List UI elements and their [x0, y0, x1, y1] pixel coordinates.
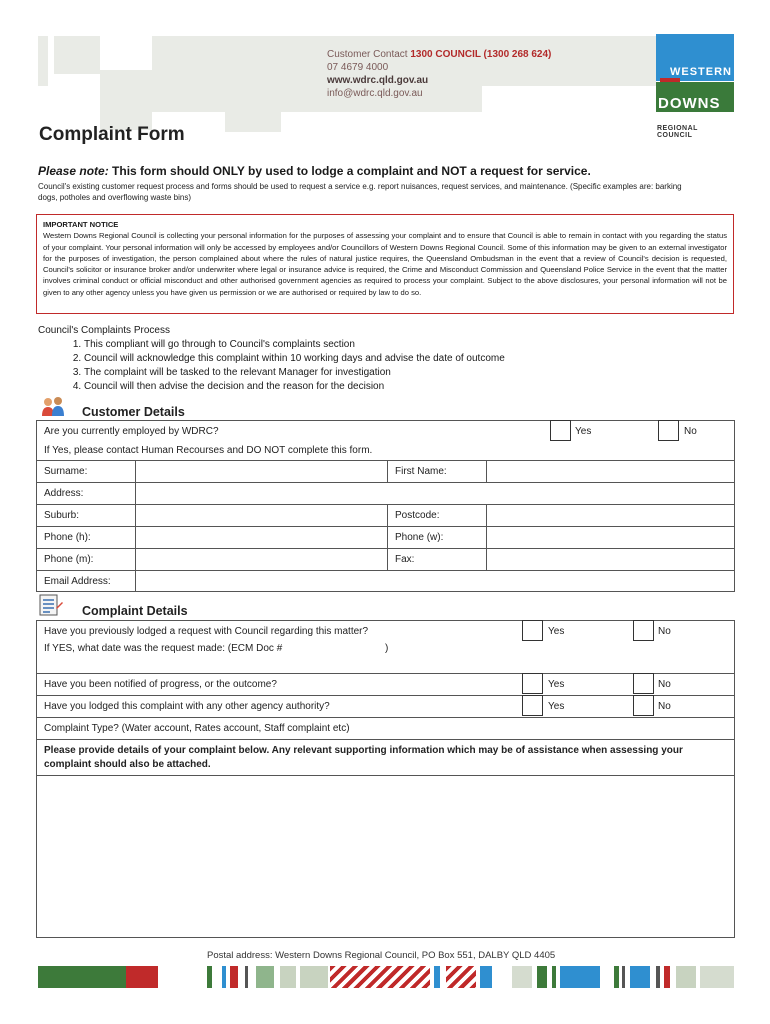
service-note	[38, 164, 591, 178]
complaint-details-title: Complaint Details	[82, 604, 188, 618]
footer-stripe	[656, 966, 660, 988]
notified-yes-checkbox[interactable]	[522, 673, 543, 694]
logo-regional-council: REGIONAL COUNCIL	[657, 125, 698, 139]
page-title: Complaint Form	[39, 124, 185, 145]
fax-label: Fax:	[395, 554, 415, 565]
footer-stripe	[676, 966, 696, 988]
contact-phone: 07 4679 4000	[327, 62, 389, 73]
footer-stripe	[614, 966, 619, 988]
footer-stripe	[560, 966, 600, 988]
agency-yes-label: Yes	[548, 701, 565, 712]
lodged-no-checkbox[interactable]	[633, 620, 654, 641]
notice-title: IMPORTANT NOTICE	[43, 220, 119, 229]
footer-stripe	[537, 966, 547, 988]
contact-website[interactable]: www.wdrc.qld.gov.au	[327, 75, 429, 86]
employed-question: Are you currently employed by WDRC?	[44, 426, 219, 437]
details-instruction-1: Please provide details of your complaint below. Any relevant supporting information which may be of assistance when assessing your	[44, 745, 683, 756]
complaints-process	[38, 324, 505, 394]
lodged-yes-label: Yes	[548, 626, 565, 637]
postcode-field[interactable]	[487, 505, 734, 526]
footer-stripe	[552, 966, 556, 988]
note-lead: Please note:	[38, 164, 109, 178]
first-name-label: First Name:	[395, 466, 447, 477]
date-question: If YES, what date was the request made: (ECM Doc #	[44, 643, 283, 654]
phone-mobile-field[interactable]	[136, 549, 387, 570]
surname-field[interactable]	[136, 461, 387, 482]
logo-downs: DOWNS	[658, 95, 721, 112]
contact-phone-hotline: 1300 COUNCIL (1300 268 624)	[410, 49, 552, 60]
footer-stripe	[700, 966, 734, 988]
customer-details-title: Customer Details	[82, 405, 185, 419]
notified-yes-label: Yes	[548, 679, 565, 690]
process-step: 3. The complaint will be tasked to the relevant Manager for investigation	[84, 366, 505, 380]
important-notice	[36, 214, 734, 314]
footer-stripe	[126, 966, 158, 988]
first-name-field[interactable]	[487, 461, 734, 482]
agency-no-checkbox[interactable]	[633, 695, 654, 716]
employed-no-label: No	[684, 426, 697, 437]
footer-stripe	[300, 966, 328, 988]
header-decoration	[54, 36, 100, 74]
header-decoration	[100, 70, 152, 130]
divider	[36, 673, 735, 674]
postcode-label: Postcode:	[395, 510, 440, 521]
contact-prefix: Customer Contact	[327, 49, 411, 60]
footer-stripe	[330, 966, 430, 988]
fax-field[interactable]	[487, 549, 734, 570]
footer-stripe	[446, 966, 476, 988]
hr-note: If Yes, please contact Human Recourses and DO NOT complete this form.	[44, 445, 373, 456]
process-step: 1. This compliant will go through to Council's complaints section	[84, 338, 505, 352]
notice-body: Western Downs Regional Council is collecting your personal information for the purposes of assessing your complaint and to ensure that Council is able to remain in contact with you regarding the status of your complaint. Your personal information will only be accessed by employees and/or Councillors of Western Downs Regional Council. Some of this information may be given to an external investigator for the purposes of investigation, the person complained about where the rules of natural justice requires, the Queensland Ombudsman in the event that a review of Council's decision is requested, Council's solicitor or insurance broker and/or underwriter where legal or insurance advice is required, the Crime and Misconduct Commission and Queensland Police Service in the event that the matter involves criminal conduct or official misconduct and other authorised government agencies as required to process your complaint. Subject to the above disclosures, your personal information will not be given to any other agency unless you have given us permission or we are authorised or required by law to do so.	[43, 231, 727, 297]
surname-label: Surname:	[44, 466, 88, 477]
agency-no-label: No	[658, 701, 671, 712]
suburb-field[interactable]	[136, 505, 387, 526]
document-icon	[38, 594, 64, 616]
header-decoration	[38, 36, 48, 86]
footer-stripe	[245, 966, 248, 988]
address-field[interactable]	[136, 483, 734, 504]
email-field[interactable]	[136, 571, 734, 591]
footer-stripe	[512, 966, 532, 988]
note-text: This form should ONLY by used to lodge a complaint and NOT a request for service.	[108, 164, 591, 178]
intro-line-2: dogs, potholes and overflowing waste bins)	[38, 193, 191, 202]
divider	[36, 695, 735, 696]
footer-stripe	[256, 966, 274, 988]
process-step: 2. Council will acknowledge this complaint within 10 working days and advise the date of outcome	[84, 352, 505, 366]
footer-stripe	[664, 966, 670, 988]
phone-home-field[interactable]	[136, 527, 387, 548]
address-label: Address:	[44, 488, 84, 499]
contact-email[interactable]: info@wdrc.qld.gov.au	[327, 88, 423, 99]
notified-no-label: No	[658, 679, 671, 690]
phone-mobile-label: Phone (m):	[44, 554, 94, 565]
process-step: 4. Council will then advise the decision and the reason for the decision	[84, 380, 505, 394]
complaint-type-question: Complaint Type? (Water account, Rates account, Staff complaint etc)	[44, 723, 350, 734]
notified-no-checkbox[interactable]	[633, 673, 654, 694]
phone-work-label: Phone (w):	[395, 532, 444, 543]
footer-stripe	[622, 966, 625, 988]
divider	[36, 739, 735, 740]
complaint-details-textarea[interactable]	[37, 776, 734, 937]
postal-address: Postal address: Western Downs Regional Council, PO Box 551, DALBY QLD 4405	[207, 950, 556, 961]
footer-stripe	[222, 966, 226, 988]
lodged-no-label: No	[658, 626, 671, 637]
agency-question: Have you lodged this complaint with any other agency authority?	[44, 701, 330, 712]
phone-home-label: Phone (h):	[44, 532, 91, 543]
footer-stripe	[230, 966, 238, 988]
intro-line-1: Council's existing customer request process and forms should be used to request a service e.g. report nuisances, request services, and maintenance. (Specific examples are: barking	[38, 182, 682, 191]
footer-stripe	[207, 966, 212, 988]
footer-stripe	[630, 966, 650, 988]
complaint-type-field[interactable]	[390, 718, 734, 738]
footer-stripe	[434, 966, 440, 988]
employed-yes-label: Yes	[575, 426, 592, 437]
date-close: )	[385, 643, 389, 654]
email-label: Email Address:	[44, 576, 111, 587]
process-title: Council's Complaints Process	[38, 325, 170, 336]
people-icon	[40, 396, 66, 418]
divider	[387, 460, 388, 482]
contact-block	[327, 48, 551, 100]
council-logo	[656, 34, 734, 139]
notified-question: Have you been notified of progress, or the outcome?	[44, 679, 277, 690]
employed-yes-checkbox[interactable]	[550, 420, 571, 441]
logo-western: WESTERN	[670, 66, 732, 78]
details-instruction-2: complaint should also be attached.	[44, 759, 211, 770]
agency-yes-checkbox[interactable]	[522, 695, 543, 716]
suburb-label: Suburb:	[44, 510, 80, 521]
employed-no-checkbox[interactable]	[658, 420, 679, 441]
footer-stripe	[280, 966, 296, 988]
lodged-question: Have you previously lodged a request with Council regarding this matter?	[44, 626, 369, 637]
header-decoration	[225, 96, 281, 132]
ecm-doc-field[interactable]	[300, 641, 384, 655]
divider	[387, 504, 388, 570]
phone-work-field[interactable]	[487, 527, 734, 548]
footer-stripe	[38, 966, 126, 988]
lodged-yes-checkbox[interactable]	[522, 620, 543, 641]
footer-stripe	[480, 966, 492, 988]
